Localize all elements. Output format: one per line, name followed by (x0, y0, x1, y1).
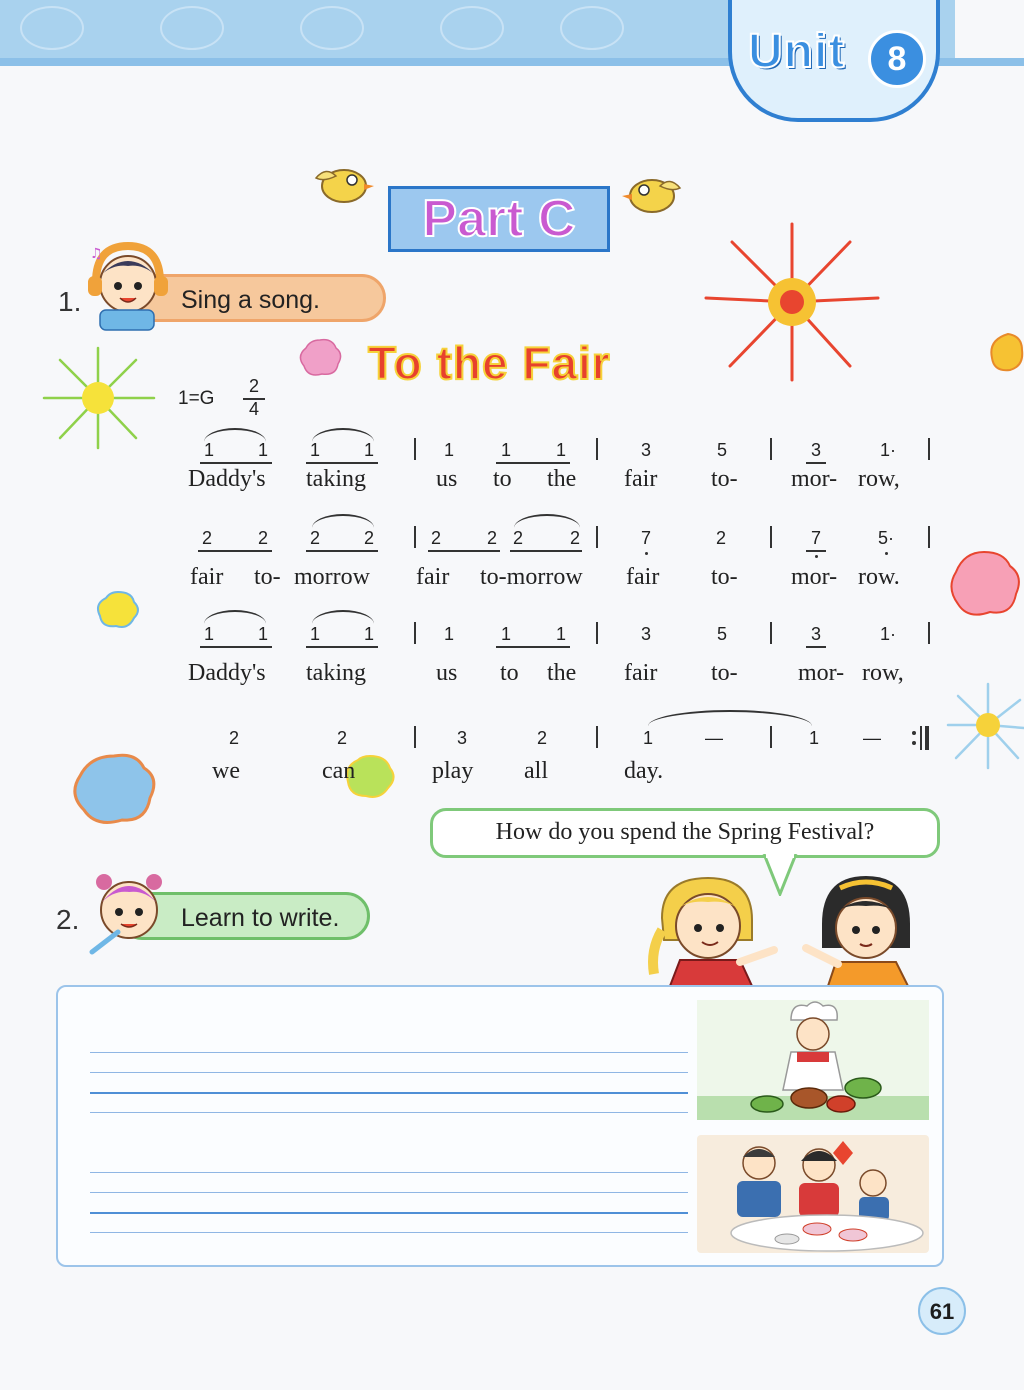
note: 1 (309, 440, 320, 460)
note: 1 (257, 440, 268, 460)
note: 1 (203, 624, 214, 644)
bar-line (596, 726, 598, 748)
note: 1 (443, 624, 454, 644)
note: 1 (363, 440, 374, 460)
note: 2 (536, 728, 547, 748)
beam-line (806, 462, 826, 464)
writing-baseline[interactable] (90, 1092, 688, 1094)
beam-line (200, 646, 272, 648)
note: 2 (430, 528, 441, 548)
section-number: 1. (58, 286, 82, 317)
key-signature: 1=G (178, 388, 215, 409)
lyric: fair (624, 466, 658, 492)
bird-icon (306, 156, 376, 210)
bar-line (414, 622, 416, 644)
lyric: Daddy's (188, 660, 266, 686)
note: 1 (555, 624, 566, 644)
slur-mark (312, 610, 374, 624)
note: 1 (555, 440, 566, 460)
note: 1· (879, 624, 896, 644)
time-signature-bottom: 4 (248, 399, 259, 419)
note: 1 (443, 440, 454, 460)
note: 3 (640, 624, 651, 644)
firework-icon (944, 680, 1024, 770)
note: 7 (810, 528, 821, 548)
strawberry-pattern-icon (160, 6, 224, 50)
part-title: Part C (422, 190, 576, 248)
speech-bubble-text: How do you spend the Spring Festival? (495, 819, 875, 845)
note: 2 (336, 728, 347, 748)
writing-line[interactable] (90, 1052, 688, 1053)
beam-line (306, 646, 378, 648)
bar-line (414, 726, 416, 748)
slur-mark (204, 610, 266, 624)
writing-line[interactable] (90, 1072, 688, 1073)
note: 2 (201, 528, 212, 548)
note: 7 (640, 528, 651, 548)
bar-line (928, 622, 930, 644)
beam-line (496, 646, 570, 648)
strawberry-pattern-icon (20, 6, 84, 50)
note: 2 (569, 528, 580, 548)
bar-line (414, 526, 416, 548)
paint-splash-icon (296, 336, 344, 378)
family-dinner-picture (697, 1135, 929, 1253)
lyric: taking (306, 466, 366, 492)
beam-line (198, 550, 272, 552)
page-number: 61 (918, 1287, 966, 1335)
bar-line (770, 622, 772, 644)
note: 1· (879, 440, 896, 460)
time-signature-top: 2 (248, 376, 259, 396)
note: 2 (363, 528, 374, 548)
lyric: to- (711, 660, 738, 686)
slur-mark (514, 514, 580, 528)
bar-line (596, 438, 598, 460)
bar-line (928, 438, 930, 460)
note: 3 (456, 728, 467, 748)
lyric: we (212, 758, 240, 784)
paint-splash-icon (944, 546, 1024, 626)
writing-baseline[interactable] (90, 1212, 688, 1214)
note: — (705, 728, 723, 748)
lyric: row, (862, 660, 904, 686)
lyric: fair (624, 660, 658, 686)
lyric: fair (416, 564, 450, 590)
note: 2 (228, 728, 239, 748)
paint-splash-icon (986, 330, 1024, 374)
song-title: To the Fair (368, 337, 611, 389)
note: 1 (203, 440, 214, 460)
bar-line (928, 526, 930, 548)
singing-child-icon (82, 238, 172, 332)
note: — (863, 728, 881, 748)
unit-number: 8 (868, 30, 926, 88)
note: 3 (810, 440, 821, 460)
beam-line (428, 550, 500, 552)
girl-blonde-illustration (640, 870, 780, 986)
lyric: all (524, 758, 548, 784)
bar-line (770, 526, 772, 548)
note: 1 (500, 624, 511, 644)
note: 1 (642, 728, 653, 748)
slur-mark (648, 710, 812, 726)
bar-line (770, 438, 772, 460)
low-octave-dot (815, 555, 818, 558)
firework-icon (700, 220, 884, 384)
section-label: Learn to write. (181, 904, 340, 932)
beam-line (306, 550, 378, 552)
note: 2 (257, 528, 268, 548)
beam-line (806, 646, 826, 648)
lyric: mor- (791, 564, 838, 590)
writing-line[interactable] (90, 1112, 688, 1113)
section-number: 2. (56, 904, 80, 935)
writing-line[interactable] (90, 1172, 688, 1173)
strawberry-pattern-icon (560, 6, 624, 50)
bar-line (596, 622, 598, 644)
writing-line[interactable] (90, 1192, 688, 1193)
beam-line (806, 550, 826, 552)
note: 2 (512, 528, 523, 548)
bar-line (414, 438, 416, 460)
lyric: day. (624, 758, 664, 784)
lyric: fair (190, 564, 224, 590)
lyric: the (547, 466, 577, 492)
bird-icon (620, 168, 690, 222)
paint-splash-icon (66, 748, 162, 832)
lyric: mor- (798, 660, 845, 686)
note: 5 (716, 440, 727, 460)
writing-child-icon (88, 866, 170, 960)
writing-line[interactable] (90, 1232, 688, 1233)
lyric: to (493, 466, 512, 492)
repeat-end-sign-icon (910, 724, 932, 752)
lyric: the (547, 660, 577, 686)
note: 2 (309, 528, 320, 548)
beam-line (306, 462, 378, 464)
lyric: row, (858, 466, 900, 492)
lyric: taking (306, 660, 366, 686)
lyric: to- (711, 564, 738, 590)
lyric: morrow (294, 564, 370, 590)
firework-icon (40, 344, 158, 452)
note: 1 (309, 624, 320, 644)
strawberry-pattern-icon (440, 6, 504, 50)
note: 1 (500, 440, 511, 460)
note: 2 (486, 528, 497, 548)
low-octave-dot (645, 552, 648, 555)
lyric: row. (858, 564, 900, 590)
unit-label: Unit (748, 25, 846, 78)
lyric: play (432, 758, 474, 784)
lyric: us (436, 660, 458, 686)
lyric: mor- (791, 466, 838, 492)
beam-line (496, 462, 570, 464)
note: 3 (810, 624, 821, 644)
note: 1 (257, 624, 268, 644)
slur-mark (312, 514, 374, 528)
lyric: fair (626, 564, 660, 590)
girl-dark-hair-illustration (800, 870, 920, 986)
lyric: us (436, 466, 458, 492)
bar-line (770, 726, 772, 748)
low-octave-dot (885, 552, 888, 555)
note: 3 (640, 440, 651, 460)
lyric: to-morrow (480, 564, 583, 590)
note: 1 (363, 624, 374, 644)
paint-splash-icon (94, 588, 142, 632)
lyric: to- (711, 466, 738, 492)
svg-text:♫: ♫ (90, 246, 103, 262)
note: 5 (716, 624, 727, 644)
lyric: to- (254, 564, 281, 590)
strawberry-pattern-icon (300, 6, 364, 50)
note: 2 (715, 528, 726, 548)
lyric: Daddy's (188, 466, 266, 492)
lyric: to (500, 660, 519, 686)
bar-line (596, 526, 598, 548)
lyric: can (322, 758, 356, 784)
beam-line (200, 462, 272, 464)
note: 5· (877, 528, 894, 548)
chef-cooking-picture (697, 1000, 929, 1120)
note: 1 (808, 728, 819, 748)
section-label: Sing a song. (181, 286, 320, 314)
beam-line (510, 550, 582, 552)
